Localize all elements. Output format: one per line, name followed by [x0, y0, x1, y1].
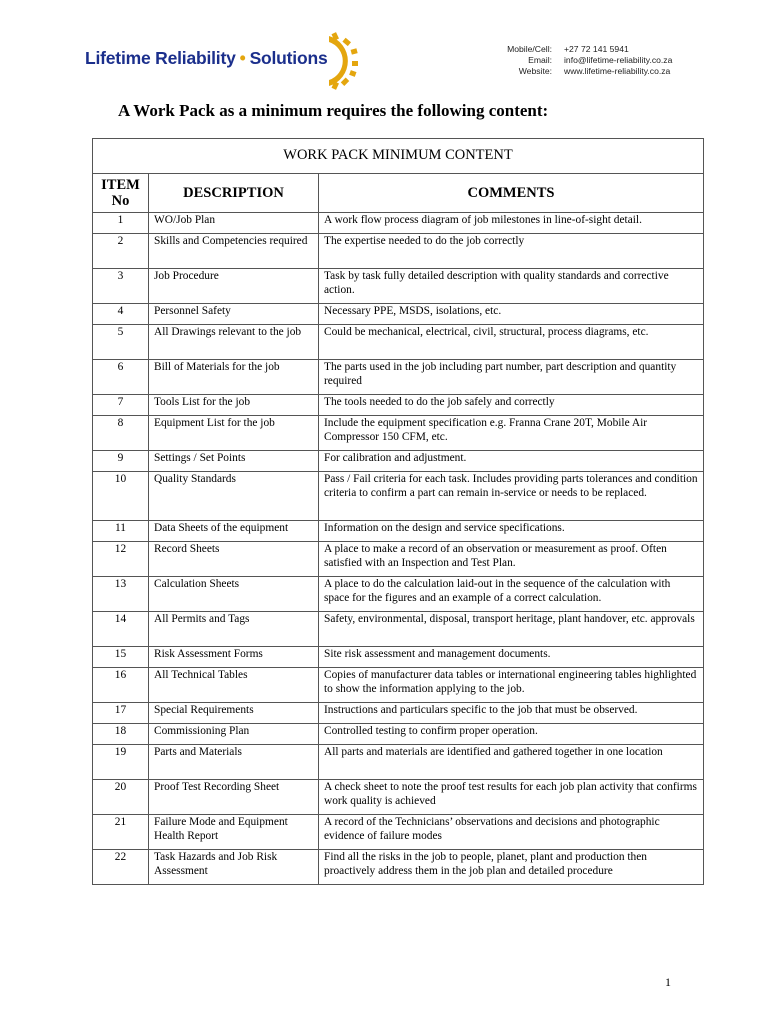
item-number: 2: [93, 234, 149, 269]
item-comment: Site risk assessment and management documents.: [319, 647, 704, 668]
logo-name: Lifetime Reliability: [85, 48, 236, 68]
logo-suffix: Solutions: [249, 48, 328, 68]
item-number: 18: [93, 724, 149, 745]
item-comment: A place to do the calculation laid-out in the sequence of the calculation with space for the figures and an example of a correct calculation.: [319, 577, 704, 612]
item-description: All Permits and Tags: [149, 612, 319, 647]
table-row: [93, 780, 704, 815]
table-row: [93, 668, 704, 703]
contact-label-email: Email:: [528, 55, 552, 65]
table-title: WORK PACK MINIMUM CONTENT: [93, 139, 704, 174]
item-number: 3: [93, 269, 149, 304]
item-comment: Task by task fully detailed description with quality standards and corrective action.: [319, 269, 704, 304]
item-number: 13: [93, 577, 149, 612]
table-row: [93, 234, 704, 269]
item-number: 5: [93, 325, 149, 360]
item-description: Job Procedure: [149, 269, 319, 304]
contact-website: www.lifetime-reliability.co.za: [564, 66, 671, 76]
table-row: [93, 577, 704, 612]
item-description: Commissioning Plan: [149, 724, 319, 745]
item-description: WO/Job Plan: [149, 213, 319, 234]
item-description: Proof Test Recording Sheet: [149, 780, 319, 815]
item-comment: A record of the Technicians’ observations and decisions and photographic evidence of failure modes: [319, 815, 704, 850]
item-comment: A check sheet to note the proof test results for each job plan activity that confirms work quality is achieved: [319, 780, 704, 815]
table-row: [93, 745, 704, 780]
item-number: 4: [93, 304, 149, 325]
item-description: Risk Assessment Forms: [149, 647, 319, 668]
item-description: All Drawings relevant to the job: [149, 325, 319, 360]
table-header-row: [93, 174, 704, 213]
table-title-row: [93, 139, 704, 174]
item-description: Personnel Safety: [149, 304, 319, 325]
item-comment: Pass / Fail criteria for each task. Includes providing parts tolerances and condition criteria to confirm a part can remain in-service or needs to be replaced.: [319, 472, 704, 521]
table-row: [93, 325, 704, 360]
table-row: [93, 416, 704, 451]
item-comment: Include the equipment specification e.g. Franna Crane 20T, Mobile Air Compressor 150 CFM, etc.: [319, 416, 704, 451]
item-number: 20: [93, 780, 149, 815]
item-description: Data Sheets of the equipment: [149, 521, 319, 542]
table-row: [93, 360, 704, 395]
item-number: 10: [93, 472, 149, 521]
work-pack-table: [92, 138, 704, 885]
table-row: [93, 703, 704, 724]
item-number: 12: [93, 542, 149, 577]
page-title: A Work Pack as a minimum requires the following content:: [118, 101, 549, 120]
item-comment: All parts and materials are identified and gathered together in one location: [319, 745, 704, 780]
gear-icon: [321, 32, 365, 90]
item-comment: A place to make a record of an observation or measurement as proof. Often satisfied with an Inspection and Test Plan.: [319, 542, 704, 577]
item-number: 22: [93, 850, 149, 885]
item-description: Task Hazards and Job Risk Assessment: [149, 850, 319, 885]
item-comment: The tools needed to do the job safely and correctly: [319, 395, 704, 416]
contact-label-website: Website:: [518, 66, 552, 76]
table-row: [93, 213, 704, 234]
item-number: 11: [93, 521, 149, 542]
column-header-description: DESCRIPTION: [149, 174, 319, 213]
item-description: Equipment List for the job: [149, 416, 319, 451]
item-description: Tools List for the job: [149, 395, 319, 416]
logo-text: [85, 48, 327, 69]
item-number: 1: [93, 213, 149, 234]
item-number: 17: [93, 703, 149, 724]
item-description: All Technical Tables: [149, 668, 319, 703]
table-body: [93, 213, 704, 885]
item-comment: Necessary PPE, MSDS, isolations, etc.: [319, 304, 704, 325]
item-description: Skills and Competencies required: [149, 234, 319, 269]
page-number: 1: [665, 975, 671, 989]
item-description: Parts and Materials: [149, 745, 319, 780]
item-description: Failure Mode and Equipment Health Report: [149, 815, 319, 850]
table-row: [93, 395, 704, 416]
item-comment: Copies of manufacturer data tables or international engineering tables highlighted to show the information applying to the job.: [319, 668, 704, 703]
item-number: 14: [93, 612, 149, 647]
table-row: [93, 472, 704, 521]
item-description: Settings / Set Points: [149, 451, 319, 472]
item-number: 7: [93, 395, 149, 416]
company-logo: [85, 36, 375, 96]
item-comment: The expertise needed to do the job correctly: [319, 234, 704, 269]
item-comment: Information on the design and service specifications.: [319, 521, 704, 542]
item-number: 21: [93, 815, 149, 850]
table-row: [93, 724, 704, 745]
item-number: 9: [93, 451, 149, 472]
item-description: Bill of Materials for the job: [149, 360, 319, 395]
item-description: Special Requirements: [149, 703, 319, 724]
item-comment: Controlled testing to confirm proper operation.: [319, 724, 704, 745]
table-row: [93, 451, 704, 472]
table-row: [93, 269, 704, 304]
item-comment: Safety, environmental, disposal, transport heritage, plant handover, etc. approvals: [319, 612, 704, 647]
item-number: 16: [93, 668, 149, 703]
contact-label-mobile: Mobile/Cell:: [507, 44, 552, 54]
item-number: 15: [93, 647, 149, 668]
item-description: Record Sheets: [149, 542, 319, 577]
column-header-item: ITEM No: [93, 174, 149, 213]
logo-separator: •: [239, 48, 246, 68]
item-description: Calculation Sheets: [149, 577, 319, 612]
item-description: Quality Standards: [149, 472, 319, 521]
item-comment: Find all the risks in the job to people, planet, plant and production then proactively address them in the job plan and detailed procedure: [319, 850, 704, 885]
table-row: [93, 304, 704, 325]
table-row: [93, 612, 704, 647]
item-comment: Instructions and particulars specific to the job that must be observed.: [319, 703, 704, 724]
item-number: 6: [93, 360, 149, 395]
contact-mobile: +27 72 141 5941: [564, 44, 629, 54]
table-row: [93, 647, 704, 668]
contact-labels: [478, 44, 552, 77]
contact-email: info@lifetime-reliability.co.za: [564, 55, 673, 65]
item-comment: Could be mechanical, electrical, civil, structural, process diagrams, etc.: [319, 325, 704, 360]
item-number: 19: [93, 745, 149, 780]
item-comment: The parts used in the job including part number, part description and quantity required: [319, 360, 704, 395]
column-header-comments: COMMENTS: [319, 174, 704, 213]
table-row: [93, 542, 704, 577]
item-number: 8: [93, 416, 149, 451]
item-comment: For calibration and adjustment.: [319, 451, 704, 472]
table-row: [93, 815, 704, 850]
item-comment: A work flow process diagram of job milestones in line-of-sight detail.: [319, 213, 704, 234]
table-row: [93, 850, 704, 885]
table-row: [93, 521, 704, 542]
page-header: [0, 0, 768, 96]
contact-values: [564, 44, 754, 77]
